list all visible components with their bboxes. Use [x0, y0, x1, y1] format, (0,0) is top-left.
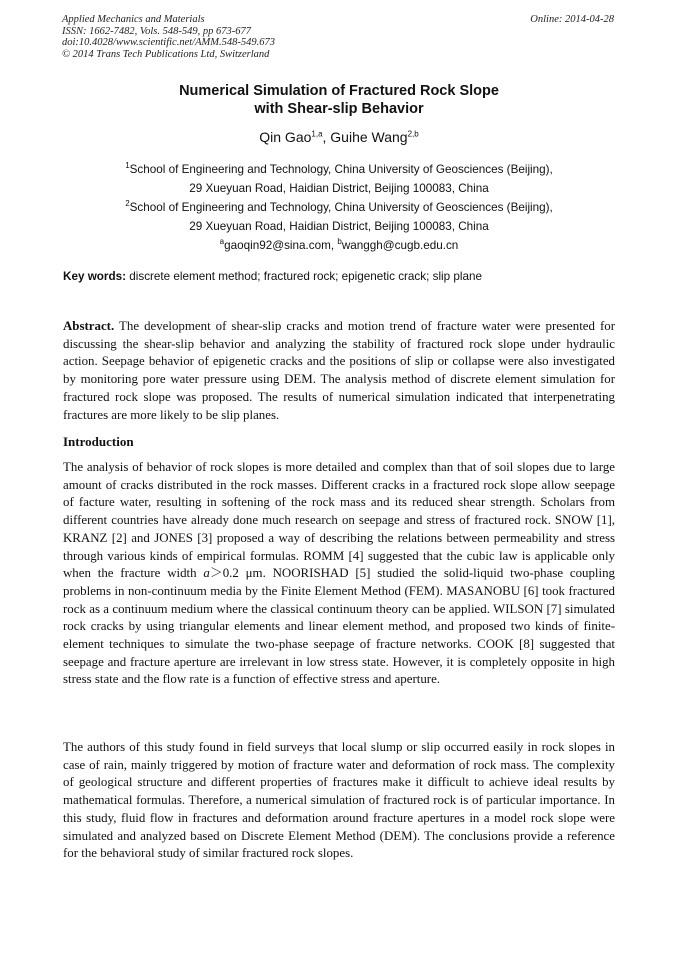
- abstract: [63, 318, 615, 424]
- author-2: Guihe Wang: [330, 129, 408, 145]
- introduction-heading: Introduction: [63, 434, 134, 449]
- fracture-width-variable: a: [203, 566, 210, 581]
- paper-title: [0, 82, 678, 118]
- affiliation-2-mark: 2: [125, 199, 130, 209]
- affiliation-1-line-2: 29 Xueyuan Road, Haidian District, Beijing 100083, China: [189, 182, 489, 195]
- author-1: Qin Gao: [259, 129, 312, 145]
- affiliation-1-text: School of Engineering and Technology, China University of Geosciences (Beijing),: [129, 163, 553, 176]
- affiliation-2-line-1: [0, 198, 678, 217]
- author-separator: ,: [322, 129, 331, 145]
- author-list: [0, 128, 678, 146]
- email-line: [0, 236, 678, 255]
- intro-p1-part-a: The analysis of behavior of rock slopes is more detailed and complex than that of soil slopes due to large amount of cracks distributed in the rock masses. Different cracks in a fractured rock slope allow seepage of facture water, resulting in softening of the rock mass and its reduced shear strength. Scholars from different countries have already done much research on seepage and stress of fractured rock. SNOW [1], KRANZ [2] and JONES [3] proposed a way of describing the relations between permeability and stress through various kinds of empirical formulas. ROMM [4] suggested that the cubic law is applicable only when the fracture width: [63, 460, 615, 581]
- introduction-paragraph-2: The authors of this study found in field surveys that local slump or slip occurred easily in rock slopes in case of rain, mainly triggered by motion of fracture water and deformation of rock mass. The complexity of geological structure and different properties of fractures make it difficult to achieve ideal results by mathematical formulas. Therefore, a numerical simulation of fractured rock is of particular importance. In this study, fluid flow in fractures and deformation around fracture apertures in a model rock slope were simulated and analyzed based on Discrete Element Method (DEM). The conclusions provide a reference for the behavioral study of similar fractured rock slopes.: [63, 740, 615, 861]
- journal-header: [62, 14, 275, 60]
- keywords: [63, 269, 615, 285]
- title-line-1: Numerical Simulation of Fractured Rock Slope: [179, 83, 499, 99]
- online-date: Online: 2014-04-28: [530, 14, 614, 25]
- copyright-line: © 2014 Trans Tech Publications Ltd, Switzerland: [62, 48, 270, 60]
- journal-name: Applied Mechanics and Materials: [62, 14, 205, 25]
- affiliations: [0, 160, 678, 255]
- affiliation-2-text: School of Engineering and Technology, China University of Geosciences (Beijing),: [129, 201, 553, 214]
- abstract-text: The development of shear-slip cracks and motion trend of fracture water were presented for discussing the shear-slip behavior and analyzing the stability of fractured rock slope under hydraulic action. Seepage behavior of epigenetic cracks and the positions of slip or collapse were also investigated by monitoring pore water pressure using DEM. The analysis method of discrete element simulation for fractured rock slope was proposed. The results of numerical simulation indicated that interpenetrating fractures are more likely to be slip planes.: [63, 319, 615, 422]
- abstract-label: Abstract.: [63, 319, 115, 333]
- title-line-2: with Shear-slip Behavior: [254, 101, 424, 117]
- keywords-label: Key words:: [63, 270, 126, 283]
- email-b-mark: b: [337, 237, 342, 247]
- affiliation-1-line-1: [0, 160, 678, 179]
- doi-line: doi:10.4028/www.scientific.net/AMM.548-549.673: [62, 37, 275, 48]
- email-b: wanggh@cugb.edu.cn: [341, 239, 459, 252]
- introduction-paragraph-1: [63, 459, 615, 689]
- author-2-affiliation-mark: 2,b: [407, 129, 419, 139]
- issn-line: ISSN: 1662-7482, Vols. 548-549, pp 673-677: [62, 25, 251, 37]
- email-a-mark: a: [219, 237, 225, 247]
- affiliation-1-mark: 1: [125, 161, 130, 171]
- author-1-affiliation-mark: 1,a: [311, 129, 323, 139]
- keywords-text: discrete element method; fractured rock; epigenetic crack; slip plane: [126, 270, 482, 283]
- affiliation-2-line-2: 29 Xueyuan Road, Haidian District, Beijing 100083, China: [189, 220, 489, 233]
- email-a: gaoqin92@sina.com,: [224, 239, 338, 252]
- intro-p1-part-b: ＞0.2 μm. NOORISHAD [5] studied the solid-liquid two-phase coupling problems in non-continuum media by the Finite Element Method (FEM). MASANOBU [6] took fractured rock as a continuum medium where the classical continuum theory can be applied. WILSON [7] simulated rock cracks by using triangular elements and linear element method, and proposed two kinds of finite-element techniques to simulate the two-phase seepage of fracture networks. COOK [8] suggested that seepage and fracture aperture are irrelevant in low stress state. However, it is completely opposite in high stress state and the flow rate is a function of effective stress and aperture.: [63, 566, 615, 687]
